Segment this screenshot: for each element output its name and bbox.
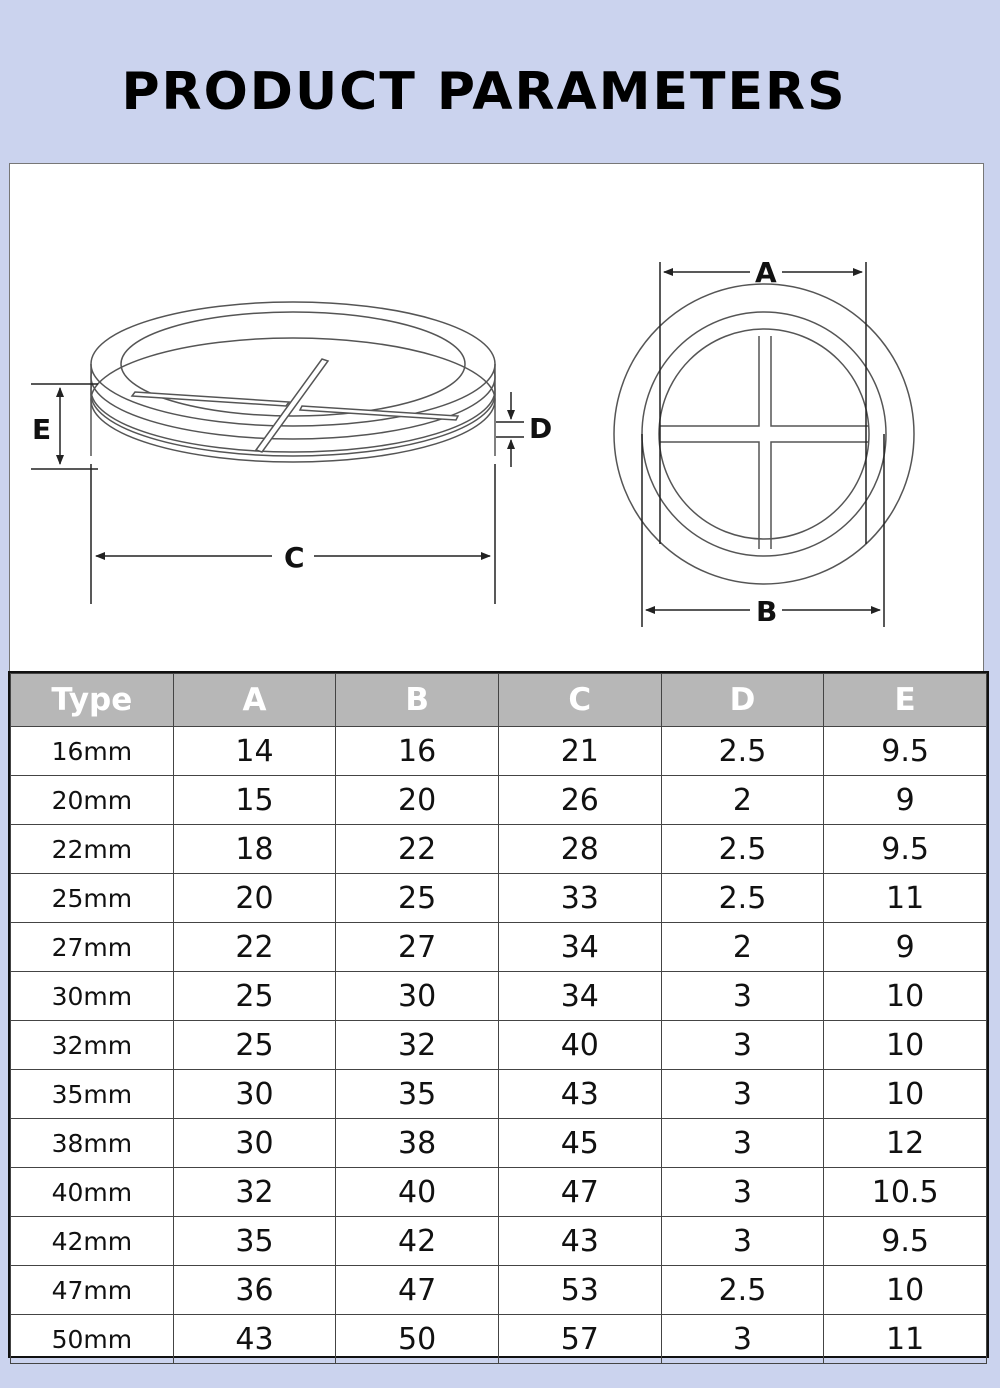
value-cell: 30 <box>336 972 499 1021</box>
value-cell: 16 <box>336 727 499 776</box>
table-row <box>11 1168 987 1217</box>
gasket-drawing <box>10 164 985 674</box>
value-cell: 3 <box>661 1070 824 1119</box>
value-cell: 3 <box>661 1168 824 1217</box>
column-header-a: A <box>173 674 336 727</box>
value-cell: 3 <box>661 1217 824 1266</box>
type-cell: 35mm <box>11 1070 174 1119</box>
table-row <box>11 874 987 923</box>
column-header-c: C <box>498 674 661 727</box>
value-cell: 14 <box>173 727 336 776</box>
value-cell: 32 <box>173 1168 336 1217</box>
value-cell: 43 <box>173 1315 336 1364</box>
value-cell: 9.5 <box>824 1217 987 1266</box>
value-cell: 42 <box>336 1217 499 1266</box>
column-header-d: D <box>661 674 824 727</box>
value-cell: 40 <box>498 1021 661 1070</box>
value-cell: 11 <box>824 874 987 923</box>
table-row <box>11 1119 987 1168</box>
table-row <box>11 1266 987 1315</box>
column-header-b: B <box>336 674 499 727</box>
type-cell: 30mm <box>11 972 174 1021</box>
top-dimensions <box>642 262 884 627</box>
table-row <box>11 1070 987 1119</box>
value-cell: 38 <box>336 1119 499 1168</box>
value-cell: 33 <box>498 874 661 923</box>
value-cell: 32 <box>336 1021 499 1070</box>
value-cell: 10 <box>824 1070 987 1119</box>
table-row <box>11 825 987 874</box>
type-cell: 50mm <box>11 1315 174 1364</box>
column-header-e: E <box>824 674 987 727</box>
value-cell: 2.5 <box>661 727 824 776</box>
value-cell: 20 <box>173 874 336 923</box>
label-e: E <box>32 413 52 446</box>
column-header-type: Type <box>11 674 174 727</box>
type-cell: 22mm <box>11 825 174 874</box>
type-cell: 16mm <box>11 727 174 776</box>
value-cell: 9.5 <box>824 825 987 874</box>
label-d: D <box>529 412 553 445</box>
table-row <box>11 972 987 1021</box>
value-cell: 18 <box>173 825 336 874</box>
value-cell: 10.5 <box>824 1168 987 1217</box>
type-cell: 42mm <box>11 1217 174 1266</box>
value-cell: 3 <box>661 972 824 1021</box>
value-cell: 20 <box>336 776 499 825</box>
value-cell: 3 <box>661 1119 824 1168</box>
value-cell: 57 <box>498 1315 661 1364</box>
value-cell: 3 <box>661 1021 824 1070</box>
page-title: PRODUCT PARAMETERS <box>121 62 847 122</box>
value-cell: 9.5 <box>824 727 987 776</box>
type-cell: 20mm <box>11 776 174 825</box>
value-cell: 2.5 <box>661 874 824 923</box>
value-cell: 50 <box>336 1315 499 1364</box>
type-cell: 47mm <box>11 1266 174 1315</box>
value-cell: 2.5 <box>661 825 824 874</box>
value-cell: 22 <box>336 825 499 874</box>
value-cell: 3 <box>661 1315 824 1364</box>
table-row <box>11 1021 987 1070</box>
value-cell: 15 <box>173 776 336 825</box>
table-row <box>11 776 987 825</box>
label-b: B <box>756 595 778 628</box>
value-cell: 10 <box>824 1021 987 1070</box>
dimension-diagram <box>9 163 984 673</box>
side-view <box>91 302 495 462</box>
value-cell: 45 <box>498 1119 661 1168</box>
value-cell: 2 <box>661 923 824 972</box>
type-cell: 40mm <box>11 1168 174 1217</box>
value-cell: 10 <box>824 1266 987 1315</box>
value-cell: 9 <box>824 776 987 825</box>
type-cell: 32mm <box>11 1021 174 1070</box>
value-cell: 2.5 <box>661 1266 824 1315</box>
value-cell: 2 <box>661 776 824 825</box>
value-cell: 34 <box>498 972 661 1021</box>
value-cell: 26 <box>498 776 661 825</box>
label-a: A <box>755 256 777 289</box>
value-cell: 28 <box>498 825 661 874</box>
value-cell: 35 <box>336 1070 499 1119</box>
type-cell: 27mm <box>11 923 174 972</box>
value-cell: 30 <box>173 1070 336 1119</box>
value-cell: 9 <box>824 923 987 972</box>
value-cell: 43 <box>498 1070 661 1119</box>
value-cell: 27 <box>336 923 499 972</box>
value-cell: 43 <box>498 1217 661 1266</box>
value-cell: 11 <box>824 1315 987 1364</box>
table-header-row <box>11 674 987 727</box>
value-cell: 25 <box>173 1021 336 1070</box>
value-cell: 30 <box>173 1119 336 1168</box>
value-cell: 12 <box>824 1119 987 1168</box>
table-row <box>11 727 987 776</box>
parameters-table <box>8 671 989 1358</box>
type-cell: 38mm <box>11 1119 174 1168</box>
value-cell: 35 <box>173 1217 336 1266</box>
top-view <box>614 284 914 584</box>
value-cell: 40 <box>336 1168 499 1217</box>
value-cell: 25 <box>336 874 499 923</box>
table-row <box>11 1217 987 1266</box>
type-cell: 25mm <box>11 874 174 923</box>
table-row <box>11 923 987 972</box>
value-cell: 47 <box>498 1168 661 1217</box>
value-cell: 53 <box>498 1266 661 1315</box>
value-cell: 21 <box>498 727 661 776</box>
label-c: C <box>284 541 305 574</box>
value-cell: 47 <box>336 1266 499 1315</box>
value-cell: 34 <box>498 923 661 972</box>
table-row <box>11 1315 987 1364</box>
value-cell: 10 <box>824 972 987 1021</box>
value-cell: 22 <box>173 923 336 972</box>
value-cell: 36 <box>173 1266 336 1315</box>
value-cell: 25 <box>173 972 336 1021</box>
